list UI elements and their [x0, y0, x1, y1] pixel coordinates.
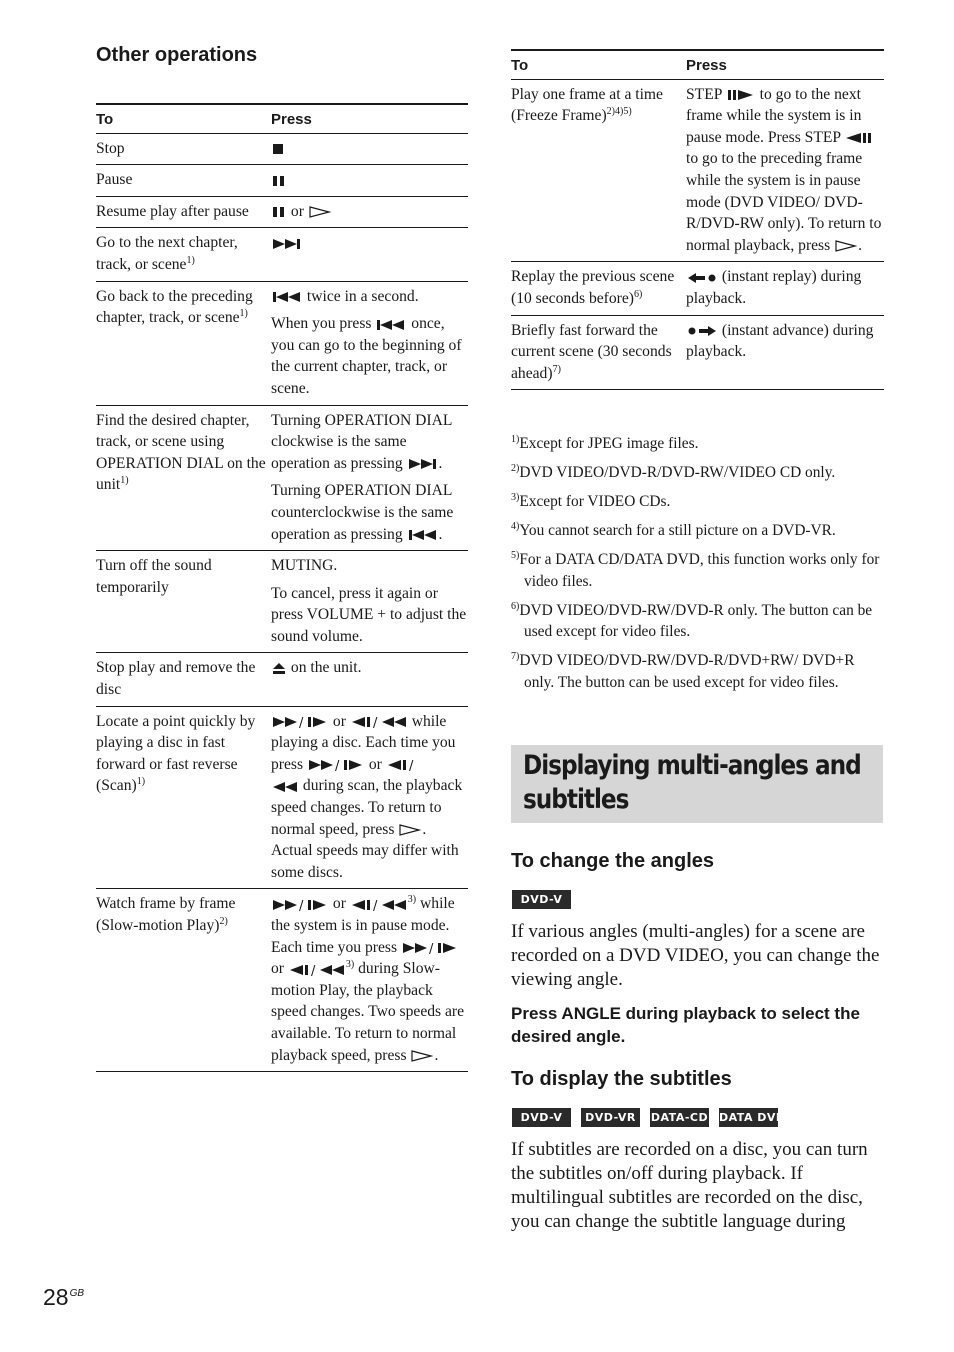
step-forward-icon: [727, 89, 755, 101]
row-press: (instant advance) during playback.: [686, 315, 884, 390]
next-icon: [272, 238, 302, 250]
page-region: GB: [69, 1288, 85, 1299]
footnote: $^{4)}$You cannot search for a still picture on a DVD-VR.: [511, 521, 836, 539]
previous-icon: [376, 319, 406, 331]
badge-row-angles: [512, 890, 581, 909]
step-back-icon: [845, 132, 873, 144]
angles-body-text: If various angles (multi-angles) for a scene are recorded on a DVD VIDEO, you can change the viewing angle.: [511, 921, 880, 990]
row-to: Find the desired chapter, track, or scene using OPERATION DIAL on the unit$^{1)}$: [96, 405, 271, 551]
row-press: / or / while playing a disc. Each time you press / or / during scan, the playback speed changes. To return to normal speed, press . Actual speeds may differ with some discs.: [271, 706, 468, 889]
row-press: MUTING. To cancel, press it again or press VOLUME + to adjust the sound volume.: [271, 551, 468, 653]
table-row: [96, 405, 468, 551]
svg-text:/: /: [299, 716, 304, 729]
angles-instruction: Press ANGLE during playback to select the desired angle.: [511, 1004, 860, 1046]
subtitles-body-text: If subtitles are recorded on a disc, you can turn the subtitles on/off during playback. If multilingual subtitles are recorded on the disc, you can change the subtitle language during: [511, 1139, 868, 1232]
page-number: $28^{GB}$: [43, 1284, 85, 1310]
disc-badge-data-dvd: DATA DVD: [719, 1108, 778, 1127]
disc-badge-dvd-v: DVD-V: [512, 1108, 571, 1127]
table-row: [96, 228, 468, 281]
play-icon: [399, 824, 421, 836]
fast-forward-slow-forward-icon: [308, 759, 364, 771]
fast-forward-slow-forward-icon: [402, 942, 458, 954]
row-to: Go to the next chapter, track, or scene$^{1)}$: [96, 228, 271, 281]
or-text: or: [287, 202, 308, 220]
slow-reverse-fast-reverse-icon: [351, 716, 407, 728]
table-row: [511, 315, 884, 390]
svg-text:/: /: [372, 716, 378, 729]
slow-reverse-fast-reverse-icon: [289, 964, 345, 976]
row-to: Stop: [96, 133, 271, 165]
footnotes: [511, 433, 884, 701]
svg-text:/: /: [334, 759, 340, 772]
table-row: [96, 133, 468, 165]
svg-text:/: /: [299, 898, 304, 911]
table-row: [96, 165, 468, 197]
header-press: Press: [271, 104, 468, 133]
footnote: $^{5)}$For a DATA CD/DATA DVD, this function works only for video files.: [511, 550, 880, 590]
header-to: To: [96, 104, 271, 133]
section-heading-other-operations: Other operations: [96, 44, 258, 66]
row-to: Stop play and remove the disc: [96, 653, 271, 706]
svg-text:/: /: [372, 898, 378, 911]
row-to: Locate a point quickly by playing a disc in fast forward or fast reverse (Scan)$^{1)}$: [96, 706, 271, 889]
row-press: Turning OPERATION DIAL clockwise is the same operation as pressing . Turning OPERATION DIAL counterclockwise is the same operation as pressing .: [271, 405, 468, 551]
section-banner: [511, 745, 883, 823]
row-to: Pause: [96, 165, 271, 197]
row-press: [271, 196, 468, 228]
play-icon: [835, 240, 857, 252]
previous-icon: [272, 291, 302, 303]
disc-badge-dvd-v: DVD-V: [512, 890, 571, 909]
slow-reverse-fast-reverse-icon: [351, 899, 407, 911]
row-to: Turn off the sound temporarily: [96, 551, 271, 653]
row-to: Briefly fast forward the current scene (30 seconds ahead)$^{7)}$: [511, 315, 686, 390]
play-icon: [309, 206, 331, 218]
pause-icon: [272, 206, 286, 218]
slow-reverse-fast-reverse-icon: [387, 759, 417, 771]
row-press: [271, 165, 468, 197]
pause-icon: [272, 175, 286, 187]
table-header-row: [96, 104, 468, 133]
table-row: [96, 281, 468, 405]
operations-table: [96, 103, 468, 1072]
subheading-change-angles: To change the angles: [511, 850, 714, 872]
row-press: [271, 133, 468, 165]
operations-table-continued: [511, 49, 884, 390]
row-to: Replay the previous scene (10 seconds before)$^{6)}$: [511, 262, 686, 315]
svg-text:/: /: [408, 759, 414, 772]
table-row: [511, 79, 884, 262]
table-row: [96, 889, 468, 1072]
footnote: $^{2)}$DVD VIDEO/DVD-R/DVD-RW/VIDEO CD only.: [511, 463, 836, 481]
row-press: (instant replay) during playback.: [686, 262, 884, 315]
footnote: $^{6)}$DVD VIDEO/DVD-RW/DVD-R only. The button can be used except for video files.: [511, 600, 873, 640]
instant-advance-icon: [687, 325, 717, 337]
row-press: STEP to go to the next frame while the system is in pause mode. Press STEP to go to the preceding frame while the system is in pause mode (DVD VIDEO/ DVD-R/DVD-RW only). To return to normal playback, press .: [686, 79, 884, 262]
row-to: Go back to the preceding chapter, track, or scene$^{1)}$: [96, 281, 271, 405]
row-press: twice in a second. When you press once, you can go to the beginning of the current chapter, track, or scene.: [271, 281, 468, 405]
table-row: [96, 706, 468, 889]
svg-text:/: /: [310, 963, 316, 976]
row-to: Play one frame at a time (Freeze Frame)$^{2)4)5)}$: [511, 79, 686, 262]
next-icon: [408, 458, 438, 470]
fast-reverse-icon: [272, 781, 298, 793]
header-press: Press: [686, 50, 884, 79]
row-press: on the unit.: [271, 653, 468, 706]
table-row: [96, 196, 468, 228]
fast-forward-slow-forward-icon: [272, 716, 328, 728]
fast-forward-slow-forward-icon: [272, 899, 328, 911]
eject-icon: [272, 662, 286, 675]
footnote: $^{3)}$Except for VIDEO CDs.: [511, 492, 671, 510]
table-row: [511, 262, 884, 315]
instant-replay-icon: [687, 272, 717, 284]
previous-icon: [408, 529, 438, 541]
footnote: $^{7)}$DVD VIDEO/DVD-RW/DVD-R/DVD+RW/ DVD+R only. The button can be used except for video files.: [511, 651, 855, 691]
subheading-display-subtitles: To display the subtitles: [511, 1068, 732, 1090]
stop-icon: [272, 143, 284, 155]
banner-title: Displaying multi-angles and subtitles: [523, 750, 861, 815]
row-press: [271, 228, 468, 281]
footnote: $^{1)}$Except for JPEG image files.: [511, 434, 699, 452]
table-header-row: [511, 50, 884, 79]
header-to: To: [511, 50, 686, 79]
disc-badge-data-cd: DATA-CD: [650, 1108, 709, 1127]
row-press: / or / $^{3)}$ while the system is in pause mode. Each time you press / or / $^{3)}$ during Slow-motion Play, the playback speed changes. Two speeds are available. To return to normal playback speed, press .: [271, 889, 468, 1072]
table-row: [96, 653, 468, 706]
table-row: [96, 551, 468, 653]
disc-badge-dvd-vr: DVD-VR: [581, 1108, 640, 1127]
svg-text:/: /: [428, 942, 434, 955]
row-to: Watch frame by frame (Slow-motion Play)$^{2)}$: [96, 889, 271, 1072]
row-to: Resume play after pause: [96, 196, 271, 228]
badge-row-subtitles: [512, 1108, 788, 1127]
play-icon: [411, 1050, 433, 1062]
